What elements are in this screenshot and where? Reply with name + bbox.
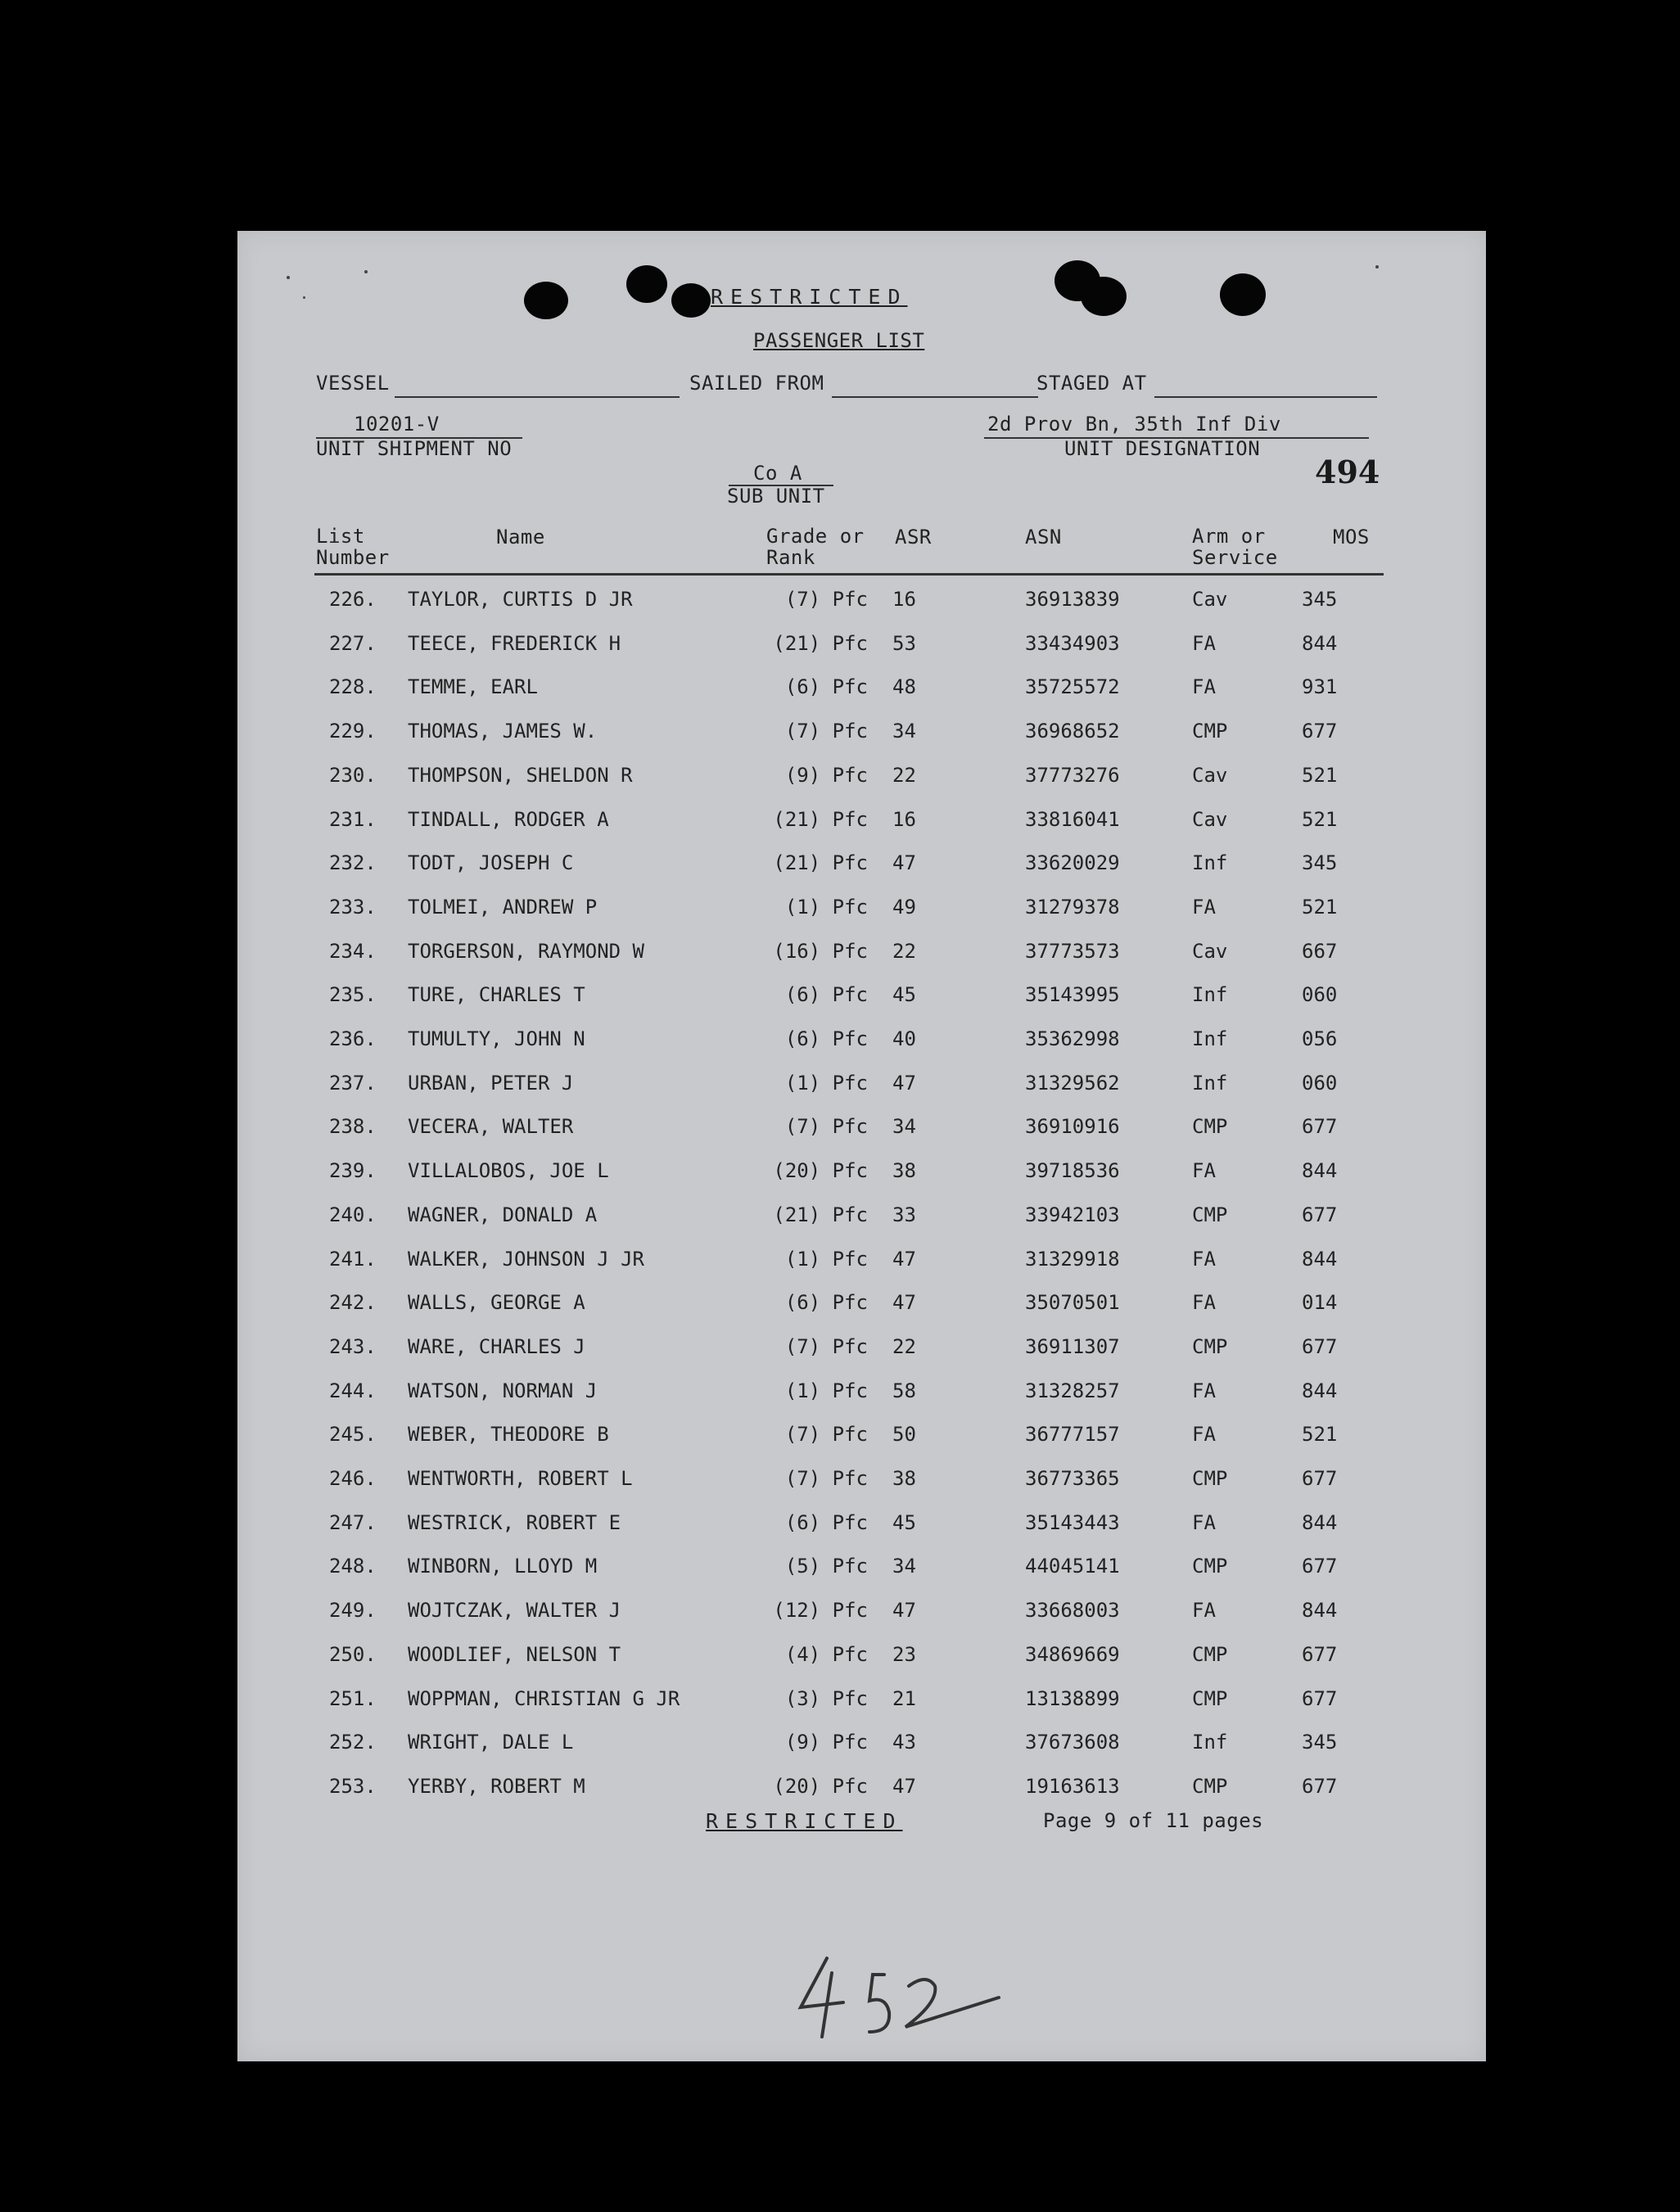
- asn-cell: 35143443: [1025, 1510, 1120, 1534]
- table-row: [237, 808, 1486, 841]
- arm-cell: Inf: [1192, 1071, 1228, 1095]
- list-number-cell: 238.: [329, 1115, 377, 1139]
- asn-cell: 36910916: [1025, 1115, 1120, 1139]
- grade-cell: (1) Pfc: [784, 1247, 868, 1271]
- name-cell: WENTWORTH, ROBERT L: [408, 1467, 633, 1490]
- table-row: [237, 1687, 1486, 1720]
- arm-cell: FA: [1192, 895, 1216, 919]
- grade-cell: (7) Pfc: [784, 1115, 868, 1139]
- name-cell: URBAN, PETER J: [408, 1071, 574, 1095]
- grade-cell: (1) Pfc: [784, 895, 868, 919]
- asr-cell: 58: [892, 1379, 916, 1402]
- mos-cell: 345: [1302, 588, 1338, 611]
- speck: [287, 276, 290, 279]
- asr-cell: 38: [892, 1159, 916, 1183]
- asr-cell: 47: [892, 1774, 916, 1798]
- handwritten-number: [794, 1950, 1007, 2040]
- name-cell: VECERA, WALTER: [408, 1115, 574, 1139]
- asr-cell: 43: [892, 1731, 916, 1754]
- table-row: [237, 1643, 1486, 1676]
- mos-cell: 677: [1302, 1467, 1338, 1490]
- asn-cell: 33816041: [1025, 807, 1120, 831]
- arm-cell: CMP: [1192, 1774, 1228, 1798]
- col-list-number: [316, 526, 390, 568]
- asn-cell: 36911307: [1025, 1334, 1120, 1358]
- speck: [303, 296, 305, 299]
- passenger-list-heading: PASSENGER LIST: [753, 329, 925, 352]
- table-row: [237, 983, 1486, 1016]
- title-restricted: RESTRICTED: [711, 285, 908, 309]
- asn-cell: 31329918: [1025, 1247, 1120, 1271]
- mos-cell: 345: [1302, 851, 1338, 875]
- arm-cell: FA: [1192, 1291, 1216, 1315]
- grade-cell: (20) Pfc: [773, 1774, 868, 1798]
- col-mos: MOS: [1333, 526, 1370, 548]
- arm-cell: CMP: [1192, 1203, 1228, 1226]
- mos-cell: 844: [1302, 631, 1338, 655]
- sailed-from-blank: [832, 396, 1038, 398]
- arm-cell: Cav: [1192, 807, 1228, 831]
- arm-cell: FA: [1192, 675, 1216, 699]
- asn-cell: 36913839: [1025, 588, 1120, 611]
- mos-cell: 844: [1302, 1379, 1338, 1402]
- mos-cell: 521: [1302, 1423, 1338, 1447]
- list-number-cell: 231.: [329, 807, 377, 831]
- asr-cell: 49: [892, 895, 916, 919]
- table-row: [237, 1335, 1486, 1368]
- name-cell: WAGNER, DONALD A: [408, 1203, 598, 1226]
- asn-cell: 37673608: [1025, 1731, 1120, 1754]
- list-number-cell: 234.: [329, 939, 377, 963]
- document-page: [237, 231, 1486, 2061]
- table-row: [237, 940, 1486, 973]
- table-row: [237, 632, 1486, 665]
- mos-cell: 014: [1302, 1291, 1338, 1315]
- col-name: Name: [496, 526, 545, 548]
- name-cell: WARE, CHARLES J: [408, 1334, 585, 1358]
- asr-cell: 47: [892, 1599, 916, 1623]
- table-row: [237, 896, 1486, 928]
- asn-cell: 33434903: [1025, 631, 1120, 655]
- list-number-cell: 249.: [329, 1599, 377, 1623]
- col-grade: [766, 526, 865, 568]
- table-row: [237, 1731, 1486, 1763]
- mos-cell: 667: [1302, 939, 1338, 963]
- asr-cell: 22: [892, 763, 916, 787]
- list-number-cell: 240.: [329, 1203, 377, 1226]
- name-cell: TEECE, FREDERICK H: [408, 631, 621, 655]
- asr-cell: 47: [892, 851, 916, 875]
- list-number-cell: 239.: [329, 1159, 377, 1183]
- arm-cell: CMP: [1192, 1642, 1228, 1666]
- col-arm-line2: Service: [1192, 546, 1278, 569]
- arm-cell: Inf: [1192, 983, 1228, 1007]
- table-row: [237, 1159, 1486, 1192]
- mos-cell: 677: [1302, 1203, 1338, 1226]
- list-number-cell: 242.: [329, 1291, 377, 1315]
- asn-cell: 13138899: [1025, 1686, 1120, 1710]
- mos-cell: 345: [1302, 1731, 1338, 1754]
- asn-cell: 19163613: [1025, 1774, 1120, 1798]
- table-row: [237, 764, 1486, 797]
- unit-designation: 2d Prov Bn, 35th Inf Div: [987, 413, 1281, 436]
- unit-shipment-label: UNIT SHIPMENT NO: [316, 437, 513, 460]
- asr-cell: 16: [892, 807, 916, 831]
- table-row: [237, 1423, 1486, 1456]
- col-asr: ASR: [895, 526, 932, 548]
- asn-cell: 35362998: [1025, 1027, 1120, 1050]
- list-number-cell: 244.: [329, 1379, 377, 1402]
- arm-cell: CMP: [1192, 1686, 1228, 1710]
- asn-cell: 31328257: [1025, 1379, 1120, 1402]
- asr-cell: 21: [892, 1686, 916, 1710]
- asn-cell: 37773276: [1025, 763, 1120, 787]
- col-arm: [1192, 526, 1278, 568]
- list-number-cell: 253.: [329, 1774, 377, 1798]
- grade-cell: (7) Pfc: [784, 720, 868, 743]
- grade-cell: (9) Pfc: [784, 763, 868, 787]
- name-cell: WRIGHT, DALE L: [408, 1731, 574, 1754]
- list-number-cell: 250.: [329, 1642, 377, 1666]
- asn-cell: 31279378: [1025, 895, 1120, 919]
- arm-cell: FA: [1192, 1510, 1216, 1534]
- list-number-cell: 228.: [329, 675, 377, 699]
- grade-cell: (6) Pfc: [784, 983, 868, 1007]
- mos-cell: 844: [1302, 1510, 1338, 1534]
- list-number-cell: 248.: [329, 1555, 377, 1578]
- staged-at-blank: [1154, 396, 1377, 398]
- list-number-cell: 232.: [329, 851, 377, 875]
- list-number-cell: 235.: [329, 983, 377, 1007]
- arm-cell: CMP: [1192, 1115, 1228, 1139]
- stamp-number: 494: [1315, 454, 1380, 490]
- asr-cell: 47: [892, 1291, 916, 1315]
- punch-hole: [1081, 277, 1127, 316]
- table-row: [237, 1203, 1486, 1236]
- table-row: [237, 588, 1486, 621]
- staged-at-label: STAGED AT: [1036, 372, 1147, 395]
- asr-cell: 40: [892, 1027, 916, 1050]
- name-cell: TURE, CHARLES T: [408, 983, 585, 1007]
- punch-hole: [524, 282, 568, 319]
- list-number-cell: 246.: [329, 1467, 377, 1490]
- unit-designation-label: UNIT DESIGNATION: [1064, 437, 1261, 460]
- grade-cell: (16) Pfc: [773, 939, 868, 963]
- asn-cell: 36777157: [1025, 1423, 1120, 1447]
- col-asn: ASN: [1025, 526, 1062, 548]
- list-number-cell: 229.: [329, 720, 377, 743]
- mos-cell: 677: [1302, 1774, 1338, 1798]
- mos-cell: 844: [1302, 1599, 1338, 1623]
- list-number-cell: 237.: [329, 1071, 377, 1095]
- grade-cell: (4) Pfc: [784, 1642, 868, 1666]
- col-list-number-line2: Number: [316, 546, 390, 569]
- grade-cell: (1) Pfc: [784, 1379, 868, 1402]
- arm-cell: Cav: [1192, 588, 1228, 611]
- name-cell: TOLMEI, ANDREW P: [408, 895, 598, 919]
- list-number-cell: 251.: [329, 1686, 377, 1710]
- asn-cell: 37773573: [1025, 939, 1120, 963]
- table-row: [237, 1072, 1486, 1104]
- table-row: [237, 851, 1486, 884]
- header-rule: [314, 573, 1384, 576]
- table-row: [237, 720, 1486, 752]
- grade-cell: (21) Pfc: [773, 631, 868, 655]
- mos-cell: 931: [1302, 675, 1338, 699]
- footer-restricted: RESTRICTED: [706, 1809, 903, 1833]
- name-cell: TUMULTY, JOHN N: [408, 1027, 585, 1050]
- list-number-cell: 241.: [329, 1247, 377, 1271]
- mos-cell: 677: [1302, 1686, 1338, 1710]
- arm-cell: Inf: [1192, 1027, 1228, 1050]
- asr-cell: 34: [892, 1555, 916, 1578]
- mos-cell: 521: [1302, 763, 1338, 787]
- mos-cell: 677: [1302, 1642, 1338, 1666]
- asr-cell: 34: [892, 1115, 916, 1139]
- grade-cell: (5) Pfc: [784, 1555, 868, 1578]
- arm-cell: CMP: [1192, 720, 1228, 743]
- list-number-cell: 243.: [329, 1334, 377, 1358]
- grade-cell: (9) Pfc: [784, 1731, 868, 1754]
- name-cell: WATSON, NORMAN J: [408, 1379, 598, 1402]
- asn-cell: 39718536: [1025, 1159, 1120, 1183]
- table-row: [237, 1511, 1486, 1544]
- sub-unit: Co A: [753, 462, 802, 485]
- sub-unit-label: SUB UNIT: [727, 485, 825, 508]
- asn-cell: 33668003: [1025, 1599, 1120, 1623]
- sailed-from-label: SAILED FROM: [689, 372, 824, 395]
- grade-cell: (7) Pfc: [784, 1467, 868, 1490]
- name-cell: THOMPSON, SHELDON R: [408, 763, 633, 787]
- mos-cell: 521: [1302, 807, 1338, 831]
- speck: [364, 270, 368, 273]
- name-cell: VILLALOBOS, JOE L: [408, 1159, 609, 1183]
- asr-cell: 45: [892, 1510, 916, 1534]
- vessel-label: VESSEL: [316, 372, 390, 395]
- asr-cell: 48: [892, 675, 916, 699]
- punch-hole: [671, 283, 711, 318]
- speck: [1375, 265, 1379, 269]
- grade-cell: (6) Pfc: [784, 1510, 868, 1534]
- table-row: [237, 1379, 1486, 1412]
- grade-cell: (21) Pfc: [773, 807, 868, 831]
- mos-cell: 677: [1302, 1115, 1338, 1139]
- name-cell: YERBY, ROBERT M: [408, 1774, 585, 1798]
- mos-cell: 521: [1302, 895, 1338, 919]
- asr-cell: 45: [892, 983, 916, 1007]
- asn-cell: 44045141: [1025, 1555, 1120, 1578]
- list-number-cell: 247.: [329, 1510, 377, 1534]
- grade-cell: (12) Pfc: [773, 1599, 868, 1623]
- arm-cell: FA: [1192, 1159, 1216, 1183]
- grade-cell: (6) Pfc: [784, 1027, 868, 1050]
- unit-shipment-no: 10201-V: [354, 413, 440, 436]
- table-row: [237, 675, 1486, 708]
- table-row: [237, 1775, 1486, 1808]
- list-number-cell: 252.: [329, 1731, 377, 1754]
- arm-cell: Inf: [1192, 1731, 1228, 1754]
- mos-cell: 844: [1302, 1159, 1338, 1183]
- asr-cell: 47: [892, 1071, 916, 1095]
- grade-cell: (3) Pfc: [784, 1686, 868, 1710]
- mos-cell: 056: [1302, 1027, 1338, 1050]
- arm-cell: Inf: [1192, 851, 1228, 875]
- arm-cell: FA: [1192, 1599, 1216, 1623]
- asr-cell: 50: [892, 1423, 916, 1447]
- table-row: [237, 1027, 1486, 1060]
- arm-cell: Cav: [1192, 939, 1228, 963]
- asr-cell: 34: [892, 720, 916, 743]
- grade-cell: (21) Pfc: [773, 851, 868, 875]
- list-number-cell: 227.: [329, 631, 377, 655]
- grade-cell: (20) Pfc: [773, 1159, 868, 1183]
- mos-cell: 677: [1302, 1334, 1338, 1358]
- arm-cell: FA: [1192, 1379, 1216, 1402]
- name-cell: WOPPMAN, CHRISTIAN G JR: [408, 1686, 680, 1710]
- mos-cell: 677: [1302, 720, 1338, 743]
- asr-cell: 33: [892, 1203, 916, 1226]
- table-row: [237, 1599, 1486, 1632]
- col-arm-line1: Arm or: [1192, 525, 1266, 548]
- punch-hole: [1220, 273, 1266, 316]
- col-grade-line1: Grade or: [766, 525, 865, 548]
- asn-cell: 33942103: [1025, 1203, 1120, 1226]
- asr-cell: 23: [892, 1642, 916, 1666]
- name-cell: WALKER, JOHNSON J JR: [408, 1247, 644, 1271]
- grade-cell: (6) Pfc: [784, 1291, 868, 1315]
- table-row: [237, 1291, 1486, 1324]
- arm-cell: FA: [1192, 631, 1216, 655]
- asr-cell: 16: [892, 588, 916, 611]
- name-cell: TEMME, EARL: [408, 675, 538, 699]
- table-row: [237, 1115, 1486, 1148]
- mos-cell: 060: [1302, 983, 1338, 1007]
- asr-cell: 22: [892, 1334, 916, 1358]
- list-number-cell: 236.: [329, 1027, 377, 1050]
- asn-cell: 35725572: [1025, 675, 1120, 699]
- arm-cell: CMP: [1192, 1555, 1228, 1578]
- name-cell: TODT, JOSEPH C: [408, 851, 574, 875]
- col-grade-line2: Rank: [766, 546, 815, 569]
- asn-cell: 36968652: [1025, 720, 1120, 743]
- col-list-number-line1: List: [316, 525, 365, 548]
- mos-cell: 844: [1302, 1247, 1338, 1271]
- arm-cell: FA: [1192, 1247, 1216, 1271]
- list-number-cell: 230.: [329, 763, 377, 787]
- asn-cell: 36773365: [1025, 1467, 1120, 1490]
- list-number-cell: 233.: [329, 895, 377, 919]
- asr-cell: 22: [892, 939, 916, 963]
- name-cell: WEBER, THEODORE B: [408, 1423, 609, 1447]
- name-cell: TINDALL, RODGER A: [408, 807, 609, 831]
- name-cell: THOMAS, JAMES W.: [408, 720, 598, 743]
- name-cell: WOODLIEF, NELSON T: [408, 1642, 621, 1666]
- name-cell: WALLS, GEORGE A: [408, 1291, 585, 1315]
- list-number-cell: 226.: [329, 588, 377, 611]
- name-cell: TORGERSON, RAYMOND W: [408, 939, 644, 963]
- arm-cell: Cav: [1192, 763, 1228, 787]
- vessel-blank: [395, 396, 680, 398]
- asr-cell: 53: [892, 631, 916, 655]
- grade-cell: (7) Pfc: [784, 588, 868, 611]
- table-row: [237, 1248, 1486, 1280]
- asn-cell: 31329562: [1025, 1071, 1120, 1095]
- mos-cell: 060: [1302, 1071, 1338, 1095]
- name-cell: WESTRICK, ROBERT E: [408, 1510, 621, 1534]
- asn-cell: 33620029: [1025, 851, 1120, 875]
- table-row: [237, 1555, 1486, 1587]
- table-row: [237, 1467, 1486, 1500]
- grade-cell: (21) Pfc: [773, 1203, 868, 1226]
- asr-cell: 38: [892, 1467, 916, 1490]
- list-number-cell: 245.: [329, 1423, 377, 1447]
- name-cell: TAYLOR, CURTIS D JR: [408, 588, 633, 611]
- asr-cell: 47: [892, 1247, 916, 1271]
- asn-cell: 35143995: [1025, 983, 1120, 1007]
- grade-cell: (1) Pfc: [784, 1071, 868, 1095]
- page-info: Page 9 of 11 pages: [1043, 1809, 1264, 1832]
- grade-cell: (6) Pfc: [784, 675, 868, 699]
- arm-cell: CMP: [1192, 1467, 1228, 1490]
- name-cell: WINBORN, LLOYD M: [408, 1555, 598, 1578]
- arm-cell: CMP: [1192, 1334, 1228, 1358]
- asn-cell: 34869669: [1025, 1642, 1120, 1666]
- name-cell: WOJTCZAK, WALTER J: [408, 1599, 621, 1623]
- asn-cell: 35070501: [1025, 1291, 1120, 1315]
- mos-cell: 677: [1302, 1555, 1338, 1578]
- grade-cell: (7) Pfc: [784, 1423, 868, 1447]
- punch-hole: [626, 265, 667, 303]
- arm-cell: FA: [1192, 1423, 1216, 1447]
- grade-cell: (7) Pfc: [784, 1334, 868, 1358]
